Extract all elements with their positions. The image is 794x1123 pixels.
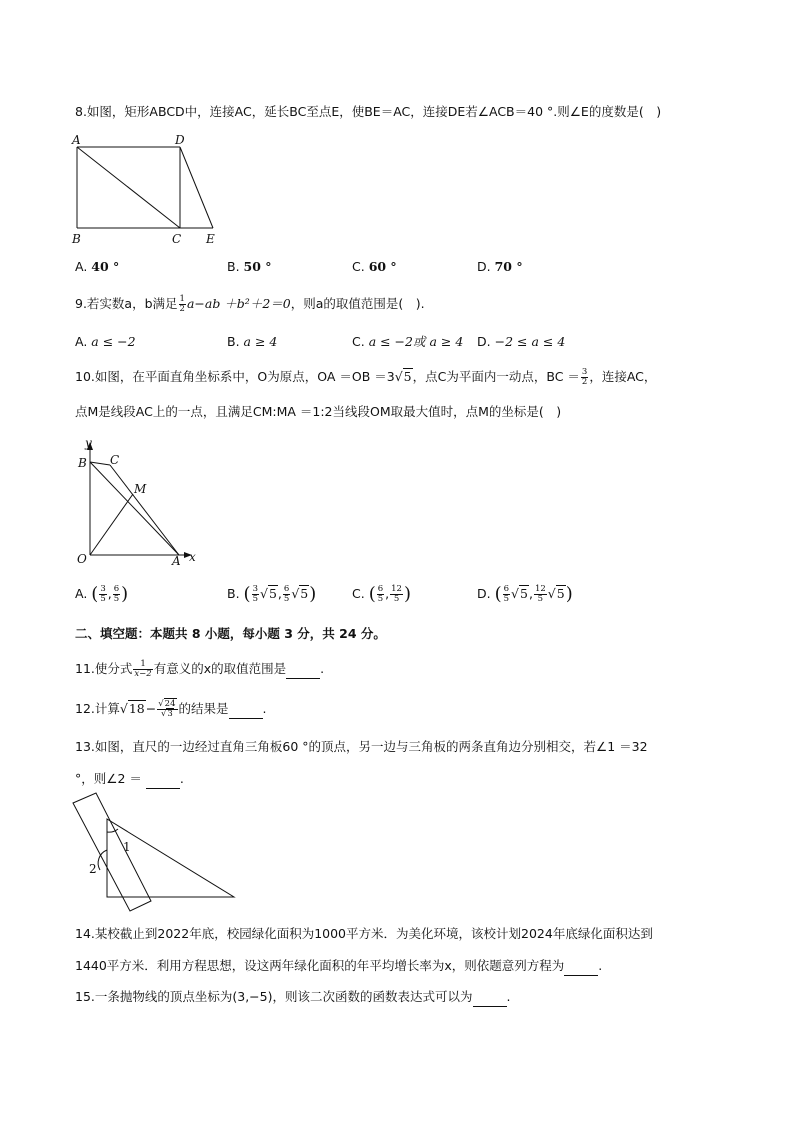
q8-option-d[interactable]: D. 70 ° (477, 259, 523, 274)
q15-stem: 15.一条抛物线的顶点坐标为(3,−5)，则该二次函数的函数表达式可以为 . (75, 988, 510, 1007)
angle-1-label: 1 (123, 840, 131, 854)
q13-stem-line1: 13.如图，直尺的一边经过直角三角板60 °的顶点，另一边与三角板的两条直角边分别相交，若∠1 ＝32 (75, 739, 648, 754)
q10-stem-line1: 10.如图，在平面直角坐标系中，O为原点，OA ＝OB ＝3√5，点C为平面内一动点，BC ＝ $\frac{3}{2}$ ，连接AC， (75, 367, 657, 387)
q10-coordinate-figure (68, 435, 208, 570)
q13-stem-line2: °，则∠2 ＝ . (75, 770, 184, 789)
label-B: B (72, 232, 81, 246)
label-M: M (134, 482, 147, 496)
q9-option-b[interactable]: B. a ≥ 4 (227, 334, 278, 349)
label-C: C (172, 232, 182, 246)
q10-option-b[interactable]: B. ( $\frac{3}{5}$ √5, $\frac{6}{5}$ √5) (227, 583, 317, 605)
q8-option-c[interactable]: C. 60 ° (352, 259, 397, 274)
q9-stem: 9.若实数a，b满足 $\frac{1}{2}$ a−ab ＋b²＋2＝0，则a的取值范围是( ). (75, 294, 425, 314)
q11-answer-blank[interactable] (286, 660, 320, 679)
label-y: y (85, 436, 92, 450)
label-A: A (172, 554, 181, 568)
label-C: C (110, 453, 120, 467)
label-D: D (175, 133, 185, 147)
q14-stem-line2: 1440平方米．利用方程思想，设这两年绿化面积的年平均增长率为x，则依题意列方程为 . (75, 957, 602, 976)
q14-answer-blank[interactable] (564, 957, 598, 976)
angle-2-label: 2 (89, 862, 97, 876)
label-O: O (77, 552, 87, 566)
q13-answer-blank[interactable] (146, 770, 180, 789)
q8-option-a[interactable]: A. 40 ° (75, 259, 120, 274)
q13-ruler-triangle-figure (72, 792, 242, 914)
q14-stem-line1: 14.某校截止到2022年底，校园绿化面积为1000平方米．为美化环境，该校计划2024年底绿化面积达到 (75, 926, 653, 941)
q8-stem: 8.如图，矩形ABCD中，连接AC，延长BC至点E，使BE＝AC，连接DE若∠ACB＝40 °.则∠E的度数是( ) (75, 104, 662, 119)
label-B: B (78, 456, 87, 470)
q9-option-a[interactable]: A. a ≤ −2 (75, 334, 136, 349)
q9-fraction: $\frac{1}{2}$ (179, 294, 185, 314)
q8-option-b[interactable]: B. 50 ° (227, 259, 272, 274)
q9-option-d[interactable]: D. −2 ≤ a ≤ 4 (477, 334, 566, 349)
q10-option-a[interactable]: A. ( $\frac{3}{5}$ , $\frac{6}{5}$ ) (75, 583, 129, 605)
label-A: A (72, 133, 81, 147)
q15-answer-blank[interactable] (473, 988, 507, 1007)
q8-rectangle-figure (68, 130, 228, 248)
q11-stem: 11.使分式 $\frac{1}{x-2}$ 有意义的x的取值范围是 . (75, 659, 325, 679)
label-x: x (189, 550, 196, 564)
section-heading: 二、填空题：本题共 8 小题，每小题 3 分，共 24 分。 (75, 626, 386, 641)
q10-option-c[interactable]: C. ( $\frac{6}{5}$ , $\frac{12}{5}$ ) (352, 583, 411, 605)
q10-option-d[interactable]: D. ( $\frac{6}{5}$ √5, $\frac{12}{5}$ √5) (477, 583, 573, 605)
q10-stem-line2: 点M是线段AC上的一点，且满足CM:MA ＝1:2当线段OM取最大值时，点M的坐标是( ) (75, 404, 562, 419)
q12-stem: 12.计算√18− $\frac{√24}{√3}$ 的结果是 . (75, 699, 267, 719)
label-E: E (206, 232, 215, 246)
q9-option-c[interactable]: C. a ≤ −2或 a ≥ 4 (352, 334, 464, 349)
q12-answer-blank[interactable] (229, 700, 263, 719)
